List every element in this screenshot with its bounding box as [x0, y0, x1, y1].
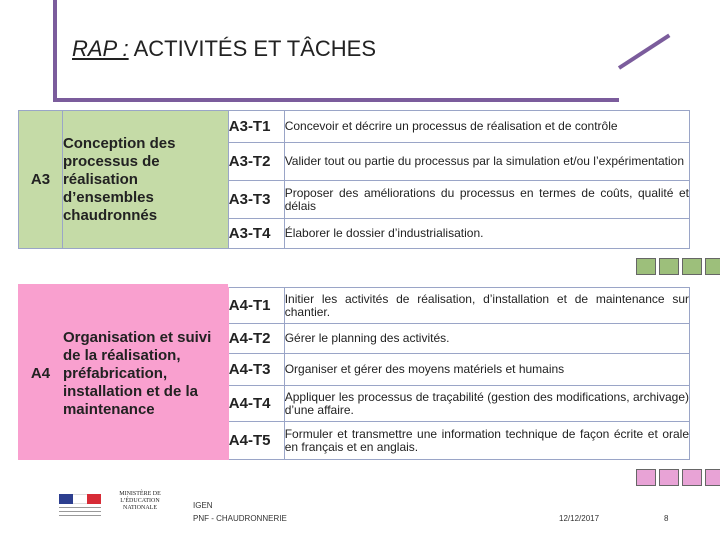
task-code: A3-T4: [228, 219, 284, 249]
decorative-square: [682, 469, 702, 486]
competence-table-a3: [18, 110, 690, 249]
competence-table-a4: [18, 287, 690, 460]
title-frame-diagonal-line: [618, 34, 670, 70]
competence-title: Organisation et suivi de la réalisation, préfabrication, installation et de la maintenance: [62, 288, 228, 460]
task-code: A4-T2: [228, 324, 284, 354]
footer-org: IGEN: [193, 501, 213, 510]
footer-page-number: 8: [664, 514, 669, 523]
competence-code: A3: [19, 111, 63, 249]
task-code: A3-T1: [228, 111, 284, 143]
task-code: A4-T3: [228, 354, 284, 386]
flag-white-band: [73, 494, 87, 504]
task-description: Proposer des améliorations du processus en termes de coûts, qualité et délais: [284, 181, 689, 219]
title-frame-horizontal-line: [53, 98, 619, 102]
logo-text-lines: [59, 507, 101, 519]
ministry-name: MINISTÈRE DE L’ÉDUCATION NATIONALE: [119, 491, 161, 511]
decorative-squares-pink: [636, 469, 720, 486]
table-row: [19, 111, 690, 143]
decorative-square: [659, 258, 679, 275]
competence-code: A4: [19, 288, 63, 460]
decorative-square: [636, 469, 656, 486]
page-title-text: ACTIVITÉS ET TÂCHES: [133, 36, 377, 61]
decorative-square: [682, 258, 702, 275]
flag-blue-band: [59, 494, 73, 504]
flag-red-band: [87, 494, 101, 504]
decorative-squares-green: [636, 258, 720, 275]
decorative-square: [659, 469, 679, 486]
task-description: Valider tout ou partie du processus par la simulation et/ou l’expérimentation: [284, 143, 689, 181]
task-description: Concevoir et décrire un processus de réalisation et de contrôle: [284, 111, 689, 143]
task-description: Initier les activités de réalisation, d’installation et de maintenance sur chantier.: [284, 288, 689, 324]
title-frame-vertical-line: [53, 0, 57, 102]
task-code: A4-T5: [228, 422, 284, 460]
page-title: [72, 36, 376, 62]
task-code: A4-T4: [228, 386, 284, 422]
task-description: Formuler et transmettre une information technique de façon écrite et orale en français et en anglais.: [284, 422, 689, 460]
competence-title: Conception des processus de réalisation d’ensembles chaudronnés: [62, 111, 228, 249]
task-description: Élaborer le dossier d’industrialisation.: [284, 219, 689, 249]
task-code: A4-T1: [228, 288, 284, 324]
task-description: Appliquer les processus de traçabilité (gestion des modifications, archivage) d’une affaire.: [284, 386, 689, 422]
page-title-prefix: RAP :: [72, 36, 129, 61]
footer-date: 12/12/2017: [559, 514, 600, 523]
task-description: Organiser et gérer des moyens matériels et humains: [284, 354, 689, 386]
task-code: A3-T3: [228, 181, 284, 219]
decorative-square: [705, 258, 720, 275]
task-code: A3-T2: [228, 143, 284, 181]
task-description: Gérer le planning des activités.: [284, 324, 689, 354]
table-row: [19, 288, 690, 324]
decorative-square: [636, 258, 656, 275]
footer-subtitle: PNF - CHAUDRONNERIE: [193, 514, 287, 523]
ministry-logo: [55, 490, 167, 524]
decorative-square: [705, 469, 720, 486]
